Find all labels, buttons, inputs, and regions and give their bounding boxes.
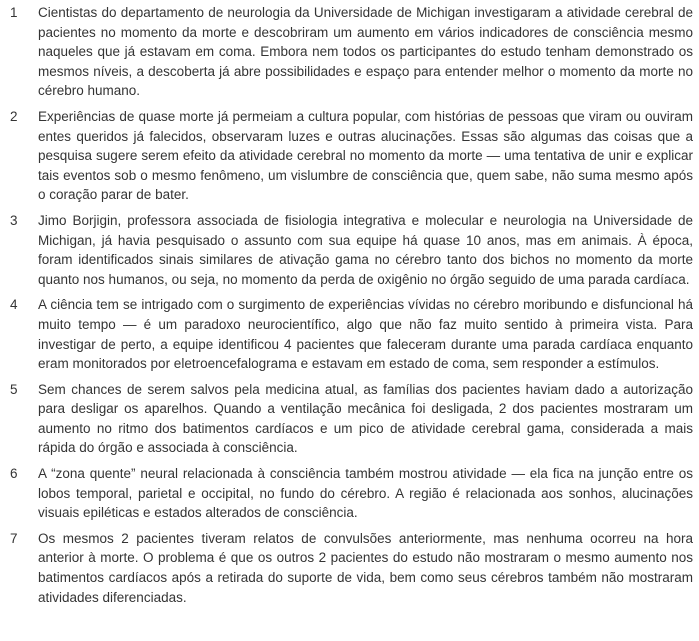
paragraph xyxy=(10,295,693,373)
paragraph xyxy=(10,3,693,101)
paragraph-number: 6 xyxy=(10,466,18,482)
paragraph-number: 2 xyxy=(10,108,18,124)
paragraph xyxy=(10,464,693,523)
paragraph xyxy=(10,380,693,458)
paragraph-text: Jimo Borjigin, professora associada de fisiologia integrativa e molecular e neurologia na Universidade de Michigan, já havia pesquisado o assunto com sua equipe há quase 10 anos, mas em animais. À época, foram identificados sinais similares de ativação gama no cérebro tanto dos bichos no momento da morte quanto nos humanos, ou seja, no momento da perda de oxigênio no órgão seguido de uma parada cardíaca. xyxy=(38,212,693,287)
paragraph-number: 7 xyxy=(10,530,18,546)
paragraph xyxy=(10,529,693,607)
paragraph-text: A “zona quente” neural relacionada à consciência também mostrou atividade — ela fica na junção entre os lobos temporal, parietal e occipital, no fundo do cérebro. A região é relacionada aos sonhos, alucinações visuais epiléticas e estados alterados de consciência. xyxy=(38,466,693,521)
paragraph-number: 3 xyxy=(10,212,18,228)
paragraph-text: Cientistas do departamento de neurologia da Universidade de Michigan investigaram a atividade cerebral de pacientes no momento da morte e descobriram um aumento em vários indicadores de consciência mesmo naqueles que já estavam em coma. Embora nem todos os participantes do estudo tenham demonstrado os mesmos níveis, a descoberta já abre possibilidades e espaço para entender melhor o momento da morte no cérebro humano. xyxy=(38,5,693,99)
paragraph xyxy=(10,211,693,289)
paragraph-text: Sem chances de serem salvos pela medicina atual, as famílias dos pacientes haviam dado a autorização para desligar os aparelhos. Quando a ventilação mecânica foi desligada, 2 dos pacientes mostraram um aumento no ritmo dos batimentos cardíacos e um pico de atividade cerebral gama, considerada a mais rápida do órgão e associada à consciência. xyxy=(38,381,693,456)
paragraph-text: A ciência tem se intrigado com o surgimento de experiências vívidas no cérebro moribundo e disfuncional há muito tempo — é um paradoxo neurocientífico, algo que não faz muito sentido à primeira vista. Para investigar de perto, a equipe identificou 4 pacientes que faleceram durante uma parada cardíaca enquanto eram monitorados por eletroencefalograma e estavam em estado de coma, sem responder a estímulos. xyxy=(38,297,693,372)
paragraph xyxy=(10,107,693,205)
paragraph-number: 1 xyxy=(10,5,18,20)
paragraph-number: 4 xyxy=(10,297,18,313)
paragraph-number: 5 xyxy=(10,381,18,397)
paragraph-text: Experiências de quase morte já permeiam a cultura popular, com histórias de pessoas que viram ou ouviram entes queridos já falecidos, observaram luzes e outras alucinações. Essas são algumas das coisas que a pesquisa sugere serem efeito da atividade cerebral no momento da morte — uma tentativa de unir e explicar tais eventos sob o mesmo fenômeno, um vislumbre de consciência que, quem sabe, não suma mesmo após o coração parar de bater. xyxy=(38,108,693,203)
paragraph-text: Os mesmos 2 pacientes tiveram relatos de convulsões anteriormente, mas nenhuma ocorreu na hora anterior à morte. O problema é que os outros 2 pacientes do estudo não mostraram o mesmo aumento nos batimentos cardíacos após a retirada do suporte de vida, bem como seus cérebros também não mostraram atividades diferenciadas. xyxy=(38,530,693,605)
